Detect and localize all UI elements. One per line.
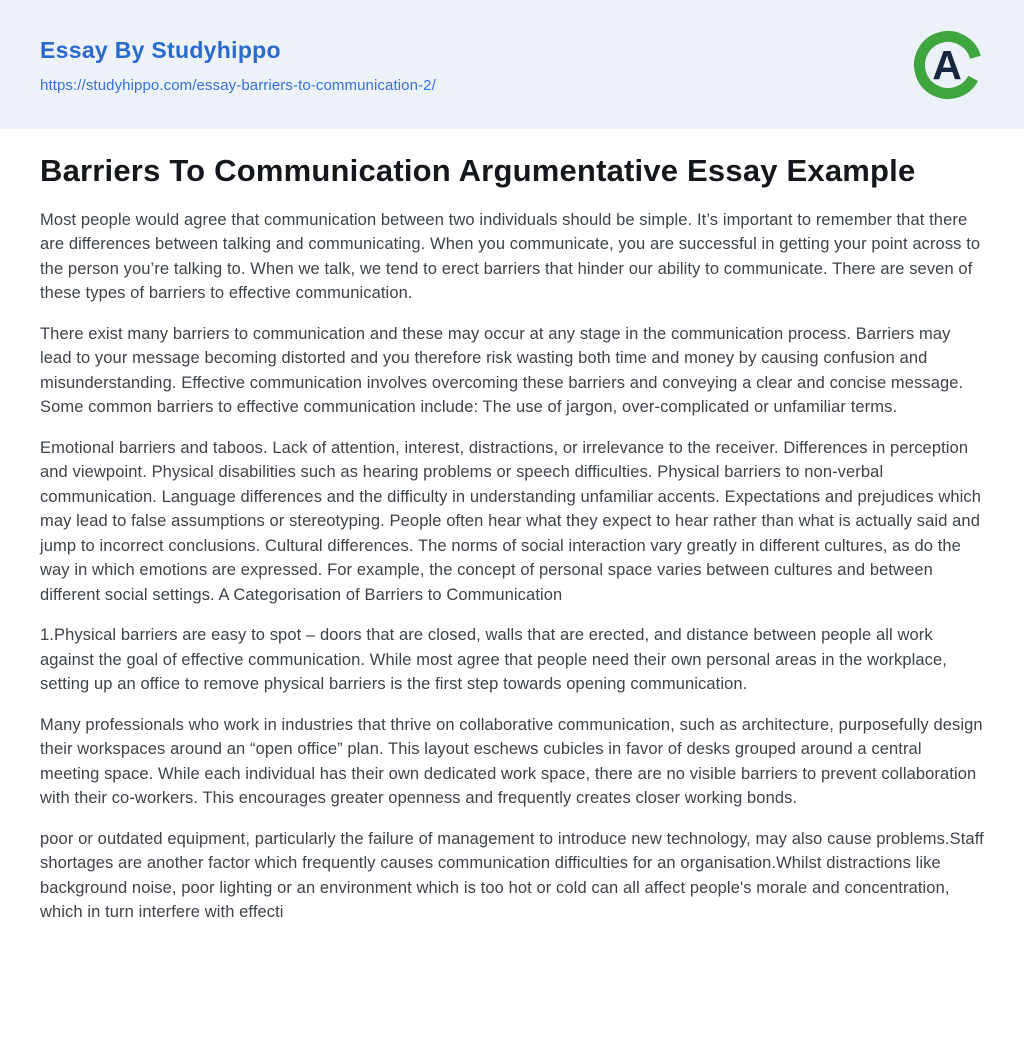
article-title: Barriers To Communication Argumentative Essay Example (40, 153, 916, 188)
source-url-link[interactable]: https://studyhippo.com/essay-barriers-to-communication-2/ (40, 77, 436, 94)
essay-paragraph: There exist many barriers to communication and these may occur at any stage in the communication process. Barriers may lead to your message becoming distorted and you therefore risk wasting both time and money by causing confusion and misunderstanding. Effective communication involves overcoming these barriers and conveying a clear and concise message. Some common barriers to effective communication include: The use of jargon, over-complicated or unfamiliar terms. (40, 324, 964, 417)
essay-paragraph: Most people would agree that communication between two individuals should be simple. It’s important to remember that there are differences between talking and communicating. When you communicate, you are successful in getting your point across to the person you’re talking to. When we talk, we tend to erect barriers that hinder our ability to communicate. There are seven of these types of barriers to effective communication. (40, 210, 981, 303)
page-header (0, 0, 1024, 129)
site-title: Essay By Studyhippo (40, 37, 281, 63)
studyhippo-logo (912, 29, 984, 101)
article-content (0, 129, 1024, 925)
essay-paragraph: Emotional barriers and taboos. Lack of attention, interest, distractions, or irrelevance to the receiver. Differences in perception and viewpoint. Physical disabilities such as hearing problems or speech difficulties. Physical barriers to non-verbal communication. Language differences and the difficulty in understanding unfamiliar accents. Expectations and prejudices which may lead to false assumptions or stereotyping. People often hear what they expect to hear rather than what is actually said and jump to incorrect conclusions. Cultural differences. The norms of social interaction vary greatly in different cultures, as do the way in which emotions are expressed. For example, the concept of personal space varies between cultures and between different social settings. A Categorisation of Barriers to Communication (40, 438, 982, 604)
essay-paragraph: poor or outdated equipment, particularly the failure of management to introduce new technology, may also cause problems.Staff shortages are another factor which frequently causes communication difficulties for an organisation.Whilst distractions like background noise, poor lighting or an environment which is too hot or cold can all affect people's morale and concentration, which in turn interfere with effecti (40, 829, 984, 922)
essay-paragraph: Many professionals who work in industries that thrive on collaborative communication, such as architecture, purposefully design their workspaces around an “open office” plan. This layout eschews cubicles in favor of desks grouped around a central meeting space. While each individual has their own dedicated work space, there are no visible barriers to prevent collaboration with their co-workers. This encourages greater openness and frequently creates closer working bonds. (40, 715, 983, 808)
logo-letter: A (932, 41, 962, 88)
essay-paragraph: 1.Physical barriers are easy to spot – doors that are closed, walls that are erected, and distance between people all work against the goal of effective communication. While most agree that people need their own personal areas in the workplace, setting up an office to remove physical barriers is the first step towards opening communication. (40, 626, 947, 694)
header-text-block (40, 35, 436, 94)
article-body (40, 208, 984, 925)
